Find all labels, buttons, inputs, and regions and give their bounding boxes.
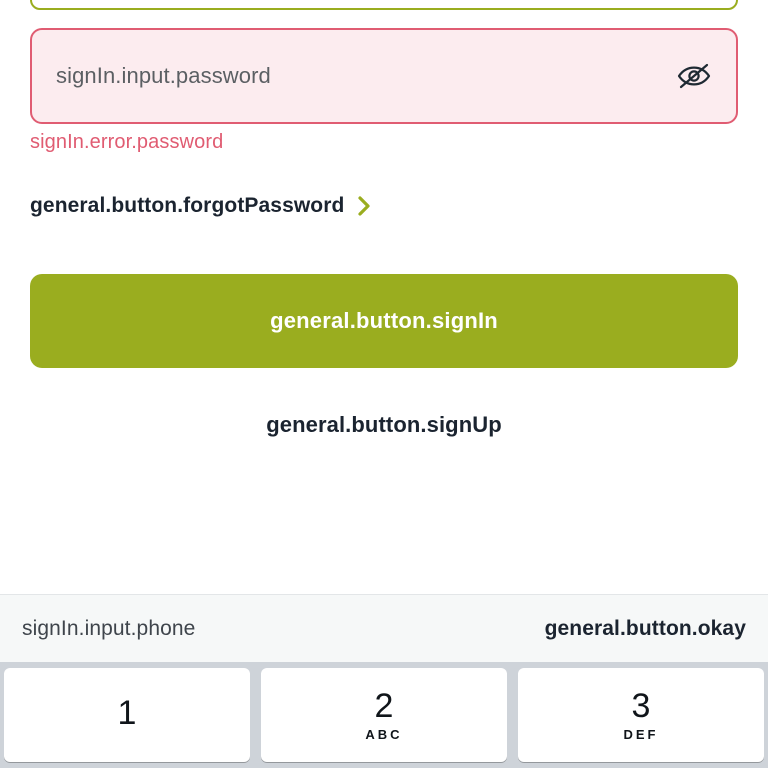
sign-up-button-label: general.button.signUp: [266, 412, 502, 437]
username-field[interactable]: [30, 0, 738, 10]
numeric-keypad: [0, 662, 768, 768]
eye-off-icon[interactable]: [674, 56, 714, 96]
password-field[interactable]: [30, 28, 738, 124]
key-2-digit: 2: [374, 686, 394, 725]
sign-up-button[interactable]: [0, 412, 768, 438]
forgot-password-button[interactable]: [30, 194, 372, 218]
key-1[interactable]: [4, 668, 250, 762]
key-3-letters: DEF: [623, 726, 659, 742]
sign-in-button[interactable]: [30, 274, 738, 368]
chevron-right-icon: [356, 195, 372, 217]
keypad-row: [4, 668, 764, 762]
key-3-digit: 3: [631, 686, 651, 725]
key-2-letters: ABC: [365, 726, 403, 742]
accessory-okay-button[interactable]: general.button.okay: [544, 616, 746, 640]
key-1-digit: 1: [117, 694, 137, 732]
key-2[interactable]: [261, 668, 507, 762]
key-3[interactable]: [518, 668, 764, 762]
accessory-input-label: signIn.input.phone: [22, 616, 196, 640]
forgot-password-label: general.button.forgotPassword: [30, 194, 345, 217]
sign-in-button-label: general.button.signIn: [270, 308, 498, 333]
password-error-text: signIn.error.password: [30, 131, 224, 153]
keyboard-accessory-bar: [0, 594, 768, 662]
password-placeholder: signIn.input.password: [56, 63, 271, 88]
